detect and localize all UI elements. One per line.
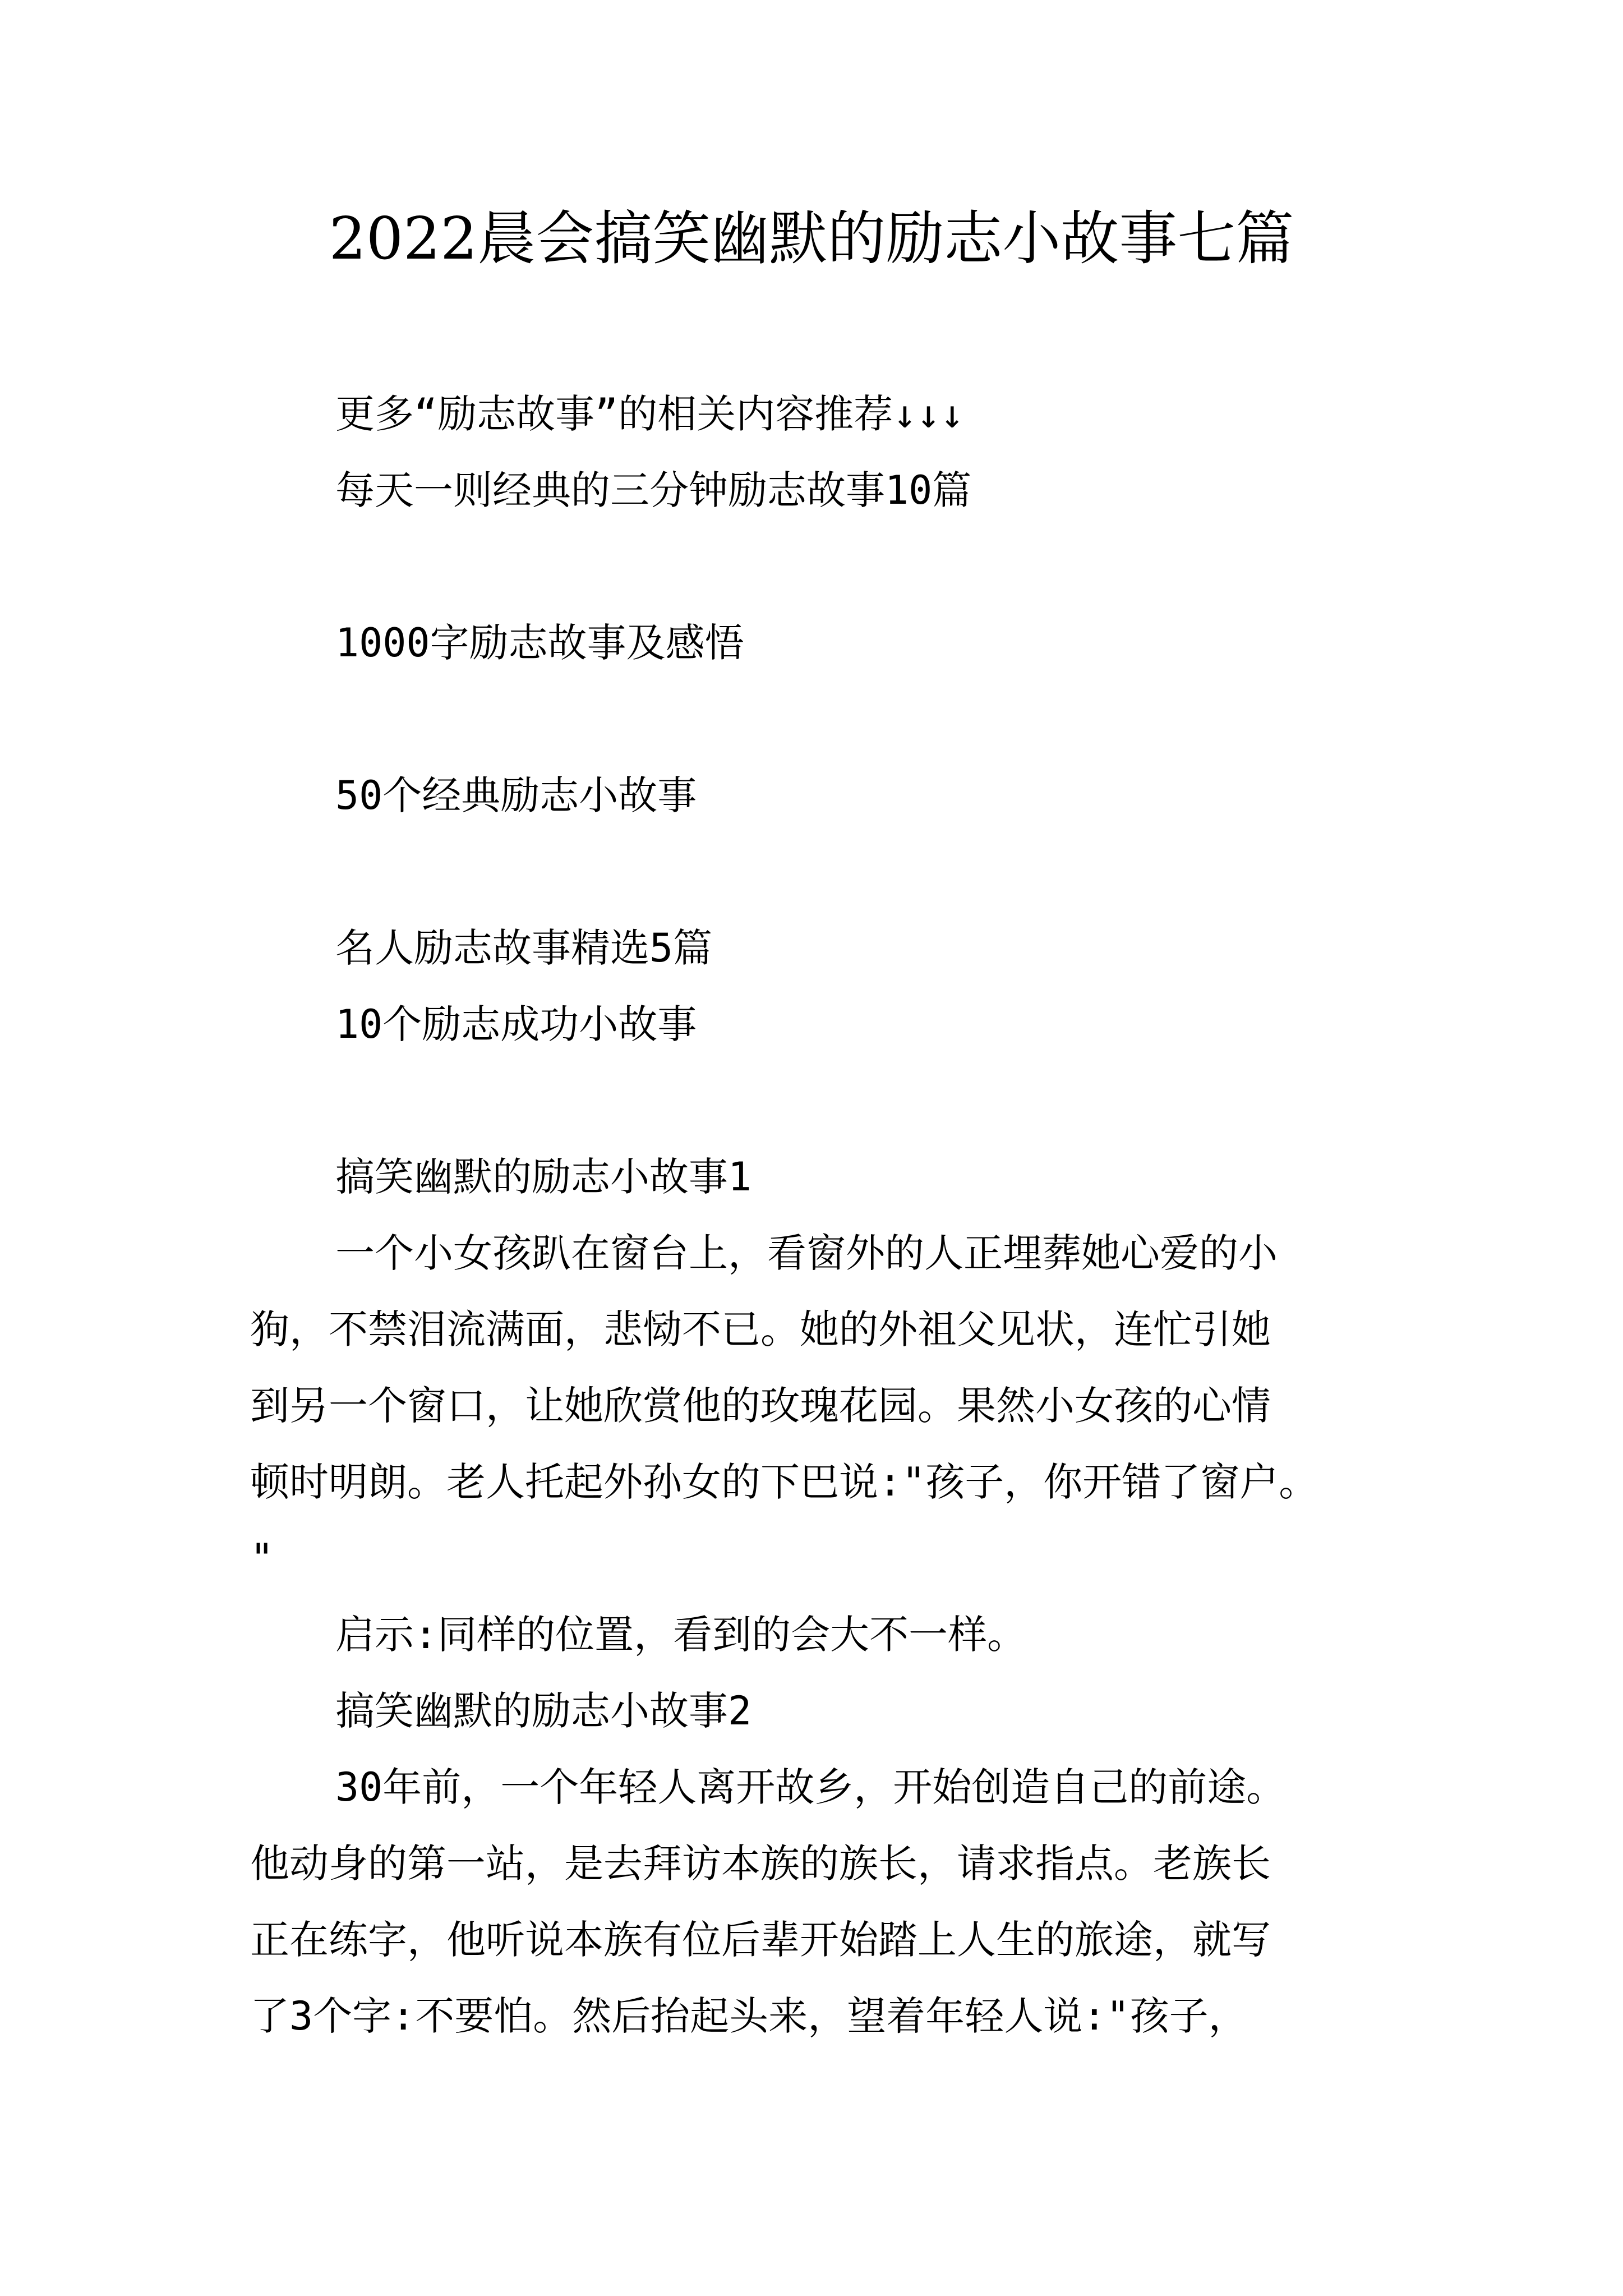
story-moral: 启示:同样的位置，看到的会大不一样。 <box>335 1612 1027 1658</box>
story-paragraph-line: 了3个字:不要怕。然后抬起头来，望着年轻人说:"孩子， <box>250 1993 1248 2039</box>
recommend-link[interactable]: 每天一则经典的三分钟励志故事10篇 <box>335 467 972 513</box>
story-paragraph-line: 顿时明朗。老人托起外孙女的下巴说:"孩子，你开错了窗户。 <box>250 1459 1318 1505</box>
story-heading: 搞笑幽默的励志小故事1 <box>335 1154 752 1200</box>
story-paragraph-line: 一个小女孩趴在窗台上，看窗外的人正埋葬她心爱的小 <box>335 1230 1278 1276</box>
recommend-link[interactable]: 10个励志成功小故事 <box>335 1001 697 1047</box>
story-paragraph-line: 狗，不禁泪流满面，悲恸不已。她的外祖父见状，连忙引她 <box>250 1306 1271 1352</box>
recommend-heading: 更多“励志故事”的相关内容推荐↓↓↓ <box>335 391 964 437</box>
story-paragraph-line: " <box>250 1535 274 1581</box>
document-title: 2022晨会搞笑幽默的励志小故事七篇 <box>329 204 1294 273</box>
story-paragraph-line: 30年前，一个年轻人离开故乡，开始创造自己的前途。 <box>335 1764 1286 1810</box>
story-heading: 搞笑幽默的励志小故事2 <box>335 1688 752 1734</box>
story-paragraph-line: 正在练字，他听说本族有位后辈开始踏上人生的旅途，就写 <box>250 1917 1271 1963</box>
recommend-link[interactable]: 1000字励志故事及感悟 <box>335 620 744 666</box>
story-paragraph-line: 他动身的第一站，是去拜访本族的族长，请求指点。老族长 <box>250 1841 1271 1887</box>
story-paragraph-line: 到另一个窗口，让她欣赏他的玫瑰花园。果然小女孩的心情 <box>250 1383 1271 1429</box>
recommend-link[interactable]: 50个经典励志小故事 <box>335 772 697 818</box>
recommend-link[interactable]: 名人励志故事精选5篇 <box>335 925 713 971</box>
